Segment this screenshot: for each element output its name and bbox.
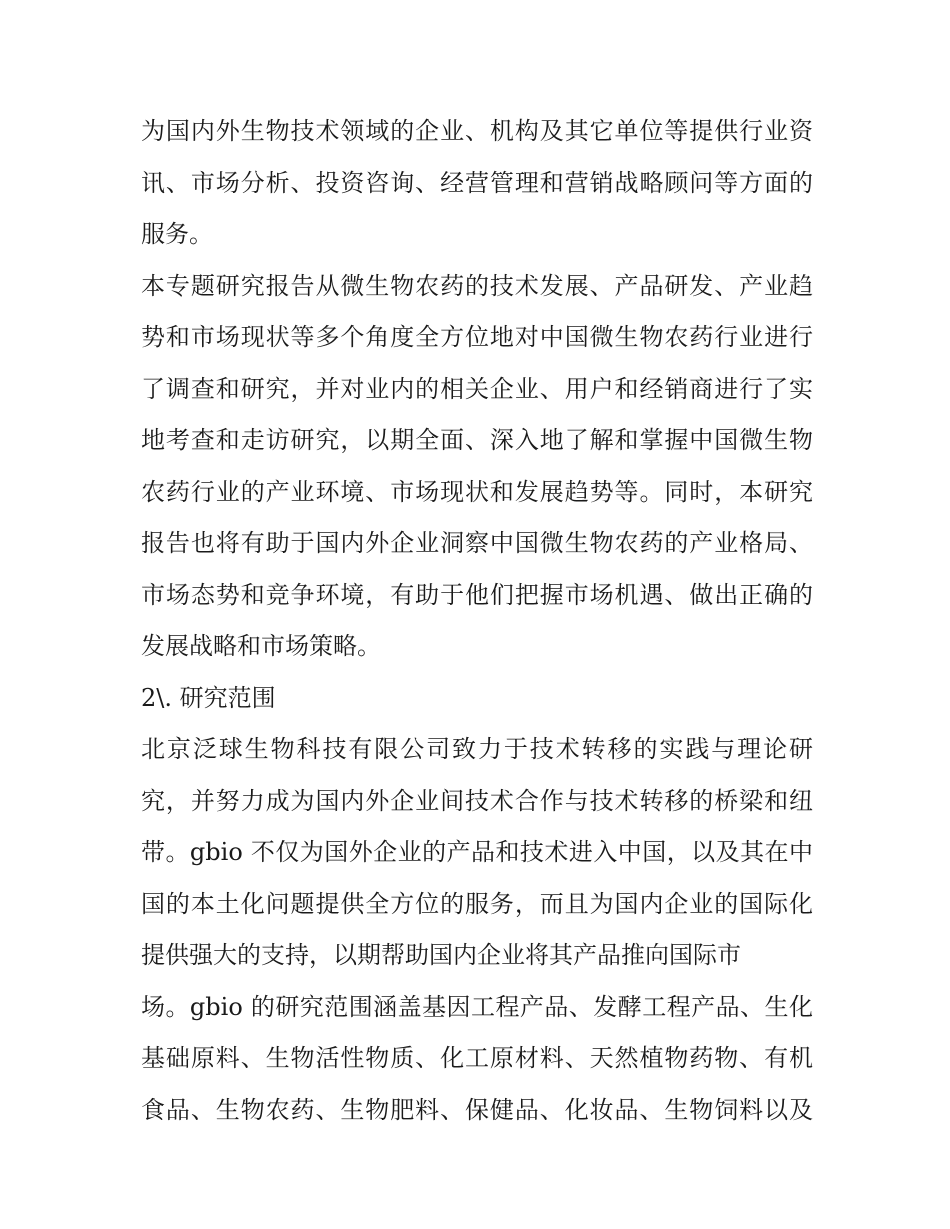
paragraph-line: 发展战略和市场策略。 bbox=[141, 632, 381, 660]
paragraph-line: 讯、市场分析、投资咨询、经营管理和营销战略顾问等方面的 bbox=[141, 168, 813, 197]
paragraph-line: 势和市场现状等多个角度全方位地对中国微生物农药行业进行 bbox=[141, 323, 813, 351]
paragraph-line: 本专题研究报告从微生物农药的技术发展、产品研发、产业趋 bbox=[141, 271, 813, 300]
paragraph-line: 究，并努力成为国内外企业间技术合作与技术转移的桥梁和纽 bbox=[141, 786, 813, 815]
paragraph-line: 市场态势和竞争环境，有助于他们把握市场机遇、做出正确的 bbox=[141, 580, 813, 609]
document-body bbox=[141, 106, 813, 1136]
paragraph-line: 了调查和研究，并对业内的相关企业、用户和经销商进行了实 bbox=[141, 374, 813, 403]
paragraph-line: 农药行业的产业环境、市场现状和发展趋势等。同时，本研究 bbox=[141, 477, 813, 506]
paragraph-report-intro bbox=[141, 261, 813, 673]
paragraph-research-scope bbox=[141, 724, 813, 1136]
paragraph-line: 带。gbio 不仅为国外企业的产品和技术进入中国，以及其在中 bbox=[141, 838, 813, 866]
paragraph-line: 北京泛球生物科技有限公司致力于技术转移的实践与理论研 bbox=[141, 735, 813, 763]
paragraph-line: 为国内外生物技术领域的企业、机构及其它单位等提供行业资 bbox=[141, 117, 813, 145]
paragraph-line: 地考查和走访研究，以期全面、深入地了解和掌握中国微生物 bbox=[141, 426, 813, 454]
paragraph-line: 提供强大的支持，以期帮助国内企业将其产品推向国际市 bbox=[141, 941, 741, 969]
paragraph-line: 食品、生物农药、生物肥料、保健品、化妆品、生物饲料以及 bbox=[141, 1095, 813, 1124]
paragraph-line: 国的本土化问题提供全方位的服务，而且为国内企业的国际化 bbox=[141, 889, 813, 918]
paragraph-line: 报告也将有助于国内外企业洞察中国微生物农药的产业格局、 bbox=[141, 529, 813, 557]
section-heading: 2\. 研究范围 bbox=[141, 683, 276, 712]
paragraph-line: 基础原料、生物活性物质、化工原材料、天然植物药物、有机 bbox=[141, 1044, 813, 1072]
paragraph-line: 场。gbio 的研究范围涵盖基因工程产品、发酵工程产品、生化 bbox=[141, 992, 813, 1021]
paragraph-services bbox=[141, 106, 813, 261]
paragraph-line: 服务。 bbox=[141, 220, 213, 248]
